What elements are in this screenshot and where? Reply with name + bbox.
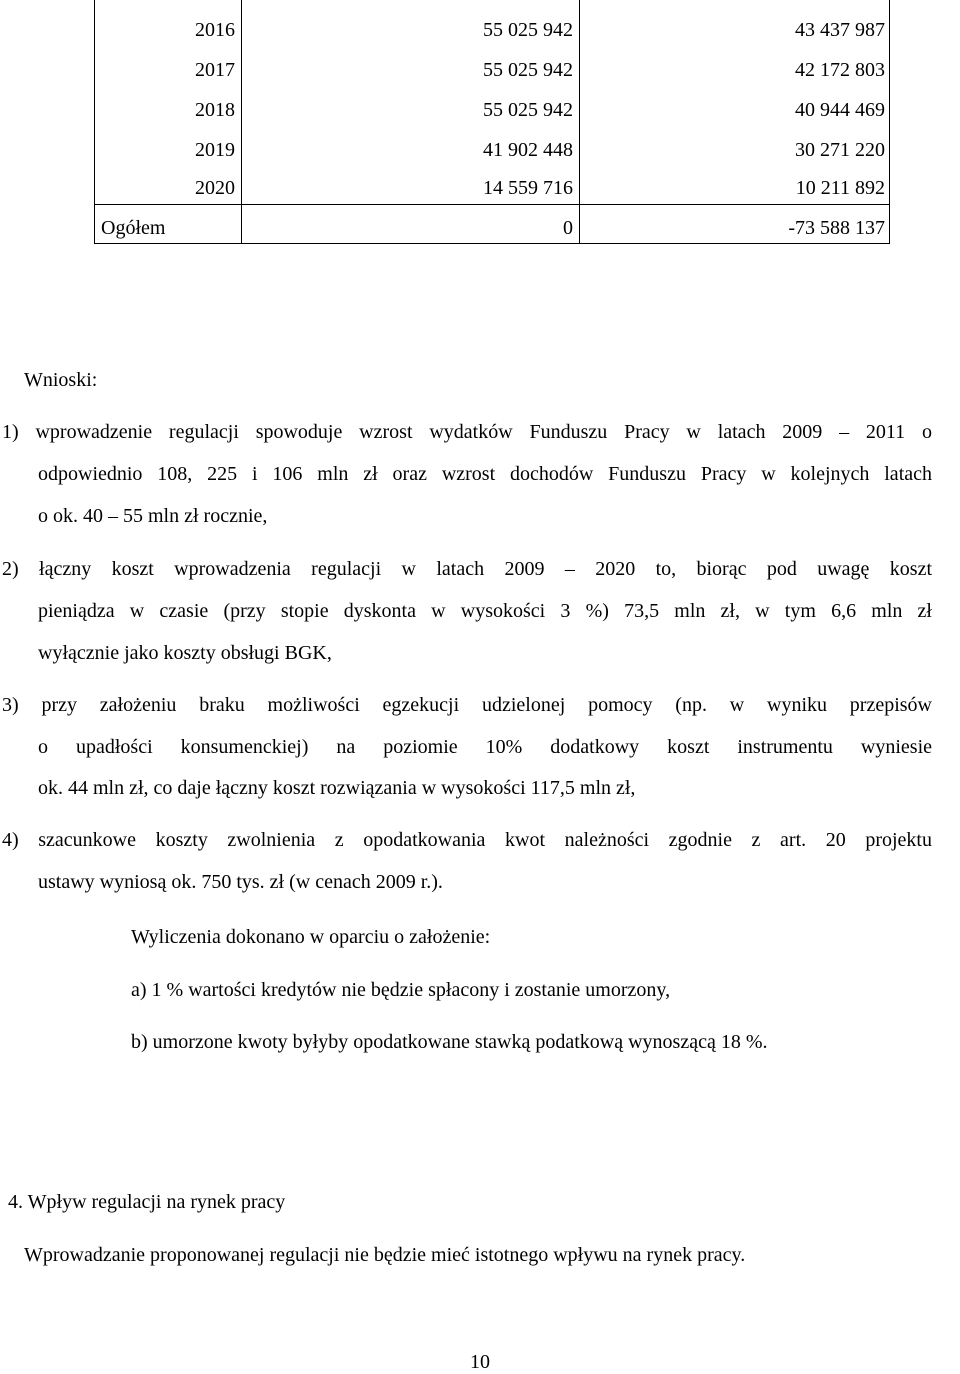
paragraph-line: wyłącznie jako koszty obsługi BGK, <box>38 642 332 664</box>
total-value: -73 588 137 <box>788 217 885 239</box>
value-cell: 10 211 892 <box>795 177 885 199</box>
year-cell: 2020 <box>195 177 235 199</box>
value-cell: 41 902 448 <box>483 139 573 161</box>
conclusions-heading: Wnioski: <box>24 369 98 391</box>
table-col-divider <box>579 0 580 243</box>
paragraph-line: 1) wprowadzenie regulacji spowoduje wzrost wydatków Funduszu Pracy w latach 2009 – 2011 o <box>2 421 932 443</box>
value-cell: 42 172 803 <box>795 59 885 81</box>
section-heading: 4. Wpływ regulacji na rynek pracy <box>8 1191 286 1213</box>
paragraph-line: pieniądza w czasie (przy stopie dyskonta w wysokości 3 %) 73,5 mln zł, w tym 6,6 mln zł <box>38 600 932 622</box>
paragraph-line: odpowiednio 108, 225 i 106 mln zł oraz wzrost dochodów Funduszu Pracy w kolejnych latach <box>38 463 932 485</box>
value-cell: 40 944 469 <box>795 99 885 121</box>
total-value: 0 <box>563 217 573 239</box>
table-col-divider <box>241 0 242 243</box>
value-cell: 55 025 942 <box>483 19 573 41</box>
year-cell: 2018 <box>195 99 235 121</box>
table-row-divider <box>95 204 889 205</box>
paragraph-line: ustawy wyniosą ok. 750 tys. zł (w cenach 2009 r.). <box>38 871 443 893</box>
value-cell: 55 025 942 <box>483 99 573 121</box>
year-cell: 2016 <box>195 19 235 41</box>
paragraph-line: o ok. 40 – 55 mln zł rocznie, <box>38 505 268 527</box>
total-label: Ogółem <box>101 217 166 239</box>
page-number: 10 <box>470 1351 490 1373</box>
paragraph-line: 3) przy założeniu braku możliwości egzekucji udzielonej pomocy (np. w wyniku przepisów <box>2 694 932 716</box>
year-cell: 2017 <box>195 59 235 81</box>
value-cell: 14 559 716 <box>483 177 573 199</box>
assumption-a: a) 1 % wartości kredytów nie będzie spłacony i zostanie umorzony, <box>131 979 671 1001</box>
value-cell: 43 437 987 <box>795 19 885 41</box>
value-cell: 30 271 220 <box>795 139 885 161</box>
financial-table <box>94 0 890 244</box>
paragraph-line: 4) szacunkowe koszty zwolnienia z opodatkowania kwot należności zgodnie z art. 20 projektu <box>2 829 932 851</box>
value-cell: 55 025 942 <box>483 59 573 81</box>
paragraph-line: 2) łączny koszt wprowadzenia regulacji w latach 2009 – 2020 to, biorąc pod uwagę koszt <box>2 558 932 580</box>
assumptions-intro: Wyliczenia dokonano w oparciu o założenie: <box>131 926 491 948</box>
paragraph-line: ok. 44 mln zł, co daje łączny koszt rozwiązania w wysokości 117,5 mln zł, <box>38 777 636 799</box>
section-body: Wprowadzanie proponowanej regulacji nie będzie mieć istotnego wpływu na rynek pracy. <box>24 1244 746 1266</box>
assumption-b: b) umorzone kwoty byłyby opodatkowane stawką podatkową wynoszącą 18 %. <box>131 1031 768 1053</box>
year-cell: 2019 <box>195 139 235 161</box>
paragraph-line: o upadłości konsumenckiej) na poziomie 10% dodatkowy koszt instrumentu wyniesie <box>38 736 932 758</box>
